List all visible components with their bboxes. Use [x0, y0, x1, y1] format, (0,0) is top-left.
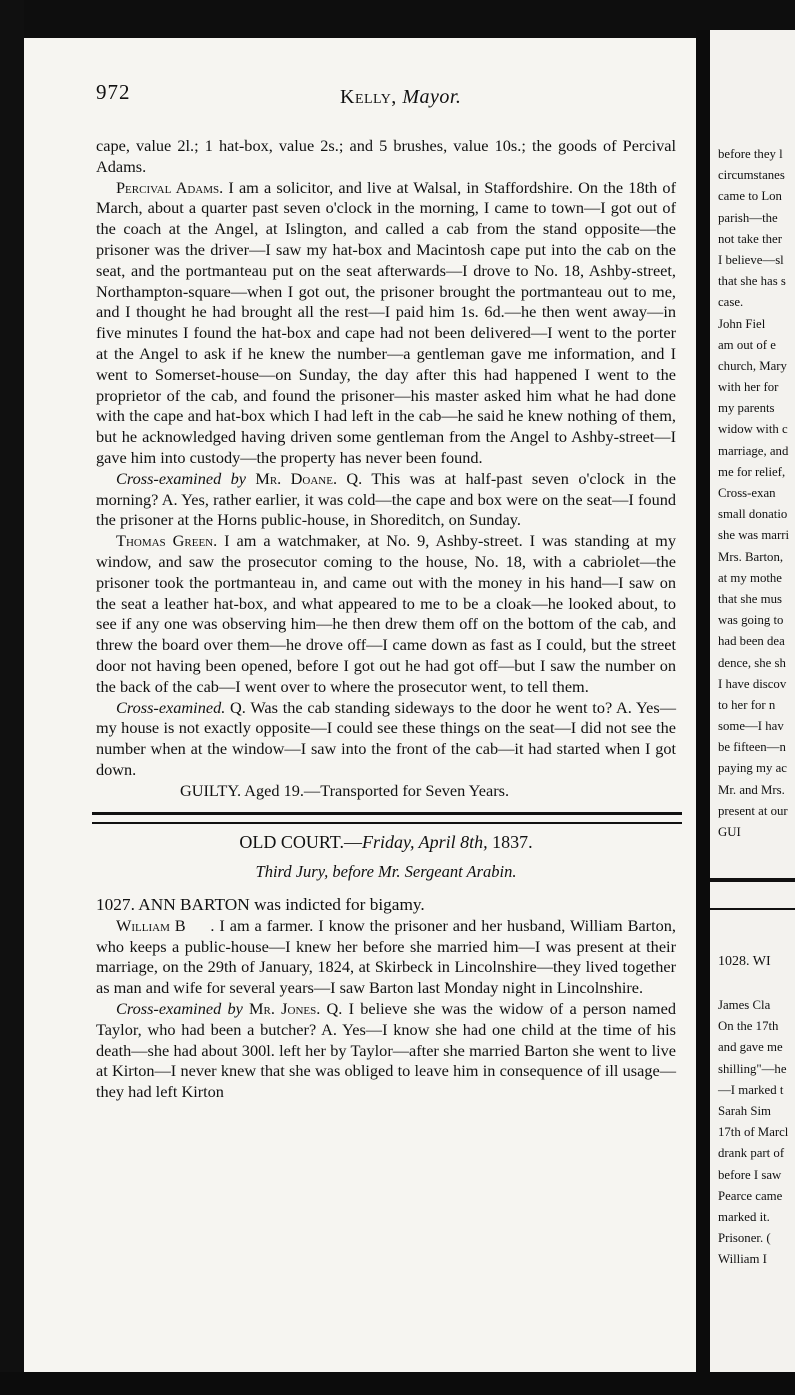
adjacent-line: Mrs. Barton, [718, 549, 784, 564]
adjacent-line: Mr. and Mrs. [718, 782, 785, 797]
adjacent-line: parish—the [718, 210, 778, 225]
adjacent-line: Pearce came [718, 1188, 783, 1203]
case-charge: was indicted for bigamy. [254, 895, 425, 915]
scan-top-border [0, 0, 795, 38]
adjacent-line: drank part of [718, 1146, 785, 1161]
section-divider [92, 812, 682, 824]
adjacent-line: me for relief, [718, 464, 786, 479]
text-column [96, 136, 676, 1103]
running-head [340, 86, 461, 109]
adjacent-line: case. [718, 295, 744, 310]
adjacent-line: William I [718, 1252, 767, 1267]
adjacent-line: 17th of Marcl [718, 1125, 789, 1140]
witness-name-green: Thomas Green. [116, 531, 218, 551]
running-head-name: Kelly, [340, 86, 397, 108]
adjacent-page [710, 30, 795, 1372]
document-page [24, 38, 696, 1372]
adjacent-line: I have discov [718, 676, 787, 691]
cross-examination-jones [96, 999, 676, 1103]
cross3-text: Q. I believe she was the widow of a person named Taylor, who had been a butcher? A. Yes—I know she had one child at the time of his death—she had about 300l. left her by Taylor—after she married Barton she went to live at Kirton—I never knew that she was obliged to leave him in consequence of ill usage—they had left Kirton [96, 999, 676, 1102]
case-defendant: ANN BARTON [138, 895, 250, 915]
adjacent-line: had been dea [718, 634, 785, 649]
adjacent-line: Cross-exan [718, 486, 776, 500]
adjacent-line: John Fiel [718, 316, 766, 331]
adams-text: I am a solicitor, and live at Walsal, in Staffordshire. On the 18th of March, about a quarter past seven o'clock in the morning, I came to town—I got out of the coach at the Angel, at Islington, and called a cab from the stand opposite—the prisoner was the driver—I saw my hat-box and Macintosh cape put into the cab on the seat, and the portmanteau put on the seat afterwards—I drove to No. 18, Ashby-street, Northampton-square—when I got out, the prisoner brought the portmanteau out to me, and I thought he had brought all the rest—I paid him 1s. 6d.—he then went away—in five minutes I found the hat-box and cape had not been delivered—I went to the porter at the Angel to ask if he knew the number—a gentleman gave me information, and I went to Somerset-house—on Sunday, the day after this had happened I went to the proprietor of the cab, and found the prisoner—his master asked him what he had done with the cape and hat-box which I had left in the cab—he said he knew nothing of them, but he acknowledged having driven some gentleman from the Angel to Ashby-street—I gave him into custody—the property has never been found. [96, 177, 676, 467]
witness-name-adams: Percival Adams. [116, 177, 224, 197]
adjacent-line: be fifteen—n [718, 740, 786, 755]
case-heading [96, 895, 676, 916]
adjacent-line: present at our [718, 803, 788, 818]
green-text: I am a watchmaker, at No. 9, Ashby-street. I was standing at my window, and saw the prosecutor coming to the house, No. 18, with a cabriolet—the prisoner took the portmanteau in, and came out with the money in his hand—I saw on the seat a leather hat-box, and what appeared to me to be a cloak—he looked about, to see if any one was observing him—he then drew them off on the bottom of the cab, and threw the board over them—he drove off—I came down as fast as I could, but the street door not having been opened, before I got out he had got off—but I saw the number on the back of the cab—I went over to where the prosecutor went, to tell them. [96, 531, 676, 696]
adjacent-line: —I marked t [718, 1082, 784, 1097]
running-head-role: Mayor. [402, 86, 462, 108]
scan-left-border [0, 0, 24, 1395]
page-number: 972 [96, 80, 131, 104]
william-text: I am a farmer. I know the prisoner and her husband, William Barton, who keeps a public-house—I knew her before she married him—I was present at their marriage, on the 29th of January, 1824, at Skirbeck in Lincolnshire—they lived together as man and wife for several years—I saw Barton last Monday night in Lincolnshire. [96, 915, 676, 998]
adjacent-line: circumstanes [718, 168, 785, 183]
adjacent-line: I believe—sl [718, 252, 784, 267]
adjacent-line: came to Lon [718, 189, 782, 204]
adjacent-line: my parents [718, 401, 775, 416]
witness-name-william: William B [116, 915, 186, 935]
adjacent-line: at my mothe [718, 570, 782, 585]
cross-label-3: Cross-examined by [116, 999, 243, 1019]
adjacent-line: some—I hav [718, 719, 784, 734]
adjacent-line: Sarah Sim [718, 1103, 771, 1118]
case-number: 1027. [96, 895, 135, 915]
page-header [24, 78, 696, 118]
cross2-text: Q. Was the cab standing sideways to the door he went to? A. Yes—my house is not exactly opposite—I could see these things on the seat—I did not see the number when at the window—I saw into the front of the cab—it had started when I got down. [96, 697, 676, 779]
adjacent-line: small donatio [718, 507, 788, 522]
adjacent-line: James Cla [718, 998, 771, 1012]
adjacent-line: she was marri [718, 528, 790, 543]
session-date: Friday, April 8th, [361, 831, 488, 852]
adjacent-page-lines-bottom [718, 995, 795, 1270]
william-testimony: William B . I am a farmer. I know the prisoner and her husband, William Barton, who keeps a public-house—I knew her before she married him—I was present at their marriage, on the 29th of January, 1824, at Skirbeck in Lincolnshire—they lived together as man and wife for several years—I saw Barton last Monday night in Lincolnshire. [96, 915, 676, 998]
adjacent-page-rule-2 [710, 908, 795, 910]
adjacent-line: church, Mary [718, 358, 787, 373]
cross-label-2: Cross-examined. [116, 697, 226, 717]
cross-examination-doane [96, 469, 676, 531]
adjacent-page-rule [710, 878, 795, 882]
adjacent-line: not take ther [718, 231, 782, 246]
opening-paragraph: cape, value 2l.; 1 hat-box, value 2s.; and 5 brushes, value 10s.; the goods of Percival Adams. [96, 136, 676, 176]
adjacent-line: marked it. [718, 1209, 770, 1224]
session-court: OLD COURT.— [239, 831, 362, 852]
counsel-doane: Mr. Doane. [255, 468, 338, 488]
adjacent-line: widow with c [718, 422, 788, 437]
cross1-text: Q. This was at half-past seven o'clock in the morning? A. Yes, rather earlier, it was cold—the cape and box were on the seat—I found the prisoner at the Horns public-house, in Shoreditch, on Sunday. [96, 468, 676, 530]
adjacent-line: marriage, and [718, 443, 789, 458]
adjacent-line: that she has s [718, 274, 786, 289]
adjacent-line: with her for [718, 380, 779, 395]
book-gutter [696, 30, 710, 1372]
adjacent-line: before I saw [718, 1167, 782, 1182]
session-year: 1837. [492, 831, 533, 852]
adjacent-page-lines-top [718, 144, 795, 843]
adjacent-page-heading: 1028. WI [718, 954, 771, 969]
counsel-jones: Mr. Jones. [249, 999, 321, 1019]
adjacent-line: dence, she sh [718, 655, 786, 670]
adjacent-line: was going to [718, 613, 784, 628]
cross-examination-2 [96, 698, 676, 781]
cross-label-1: Cross-examined by [116, 468, 246, 488]
adjacent-line: On the 17th [718, 1019, 779, 1034]
adjacent-line: shilling"—he [718, 1061, 787, 1076]
adjacent-line: paying my ac [718, 761, 787, 776]
adjacent-line: and gave me [718, 1040, 783, 1055]
jury-line: Third Jury, before Mr. Sergeant Arabin. [255, 862, 517, 882]
adjacent-line: before they l [718, 147, 783, 161]
adjacent-line: Prisoner. ( [718, 1231, 771, 1246]
adjacent-line: am out of e [718, 337, 776, 352]
verdict: GUILTY. Aged 19.—Transported for Seven Years. [180, 780, 510, 800]
scan-bottom-border [0, 1372, 795, 1395]
green-testimony [96, 531, 676, 697]
adjacent-line: that she mus [718, 591, 782, 606]
session-heading [96, 832, 676, 853]
adams-testimony [96, 178, 676, 469]
adjacent-line: GUI [718, 825, 741, 839]
adjacent-line: to her for n [718, 697, 776, 712]
